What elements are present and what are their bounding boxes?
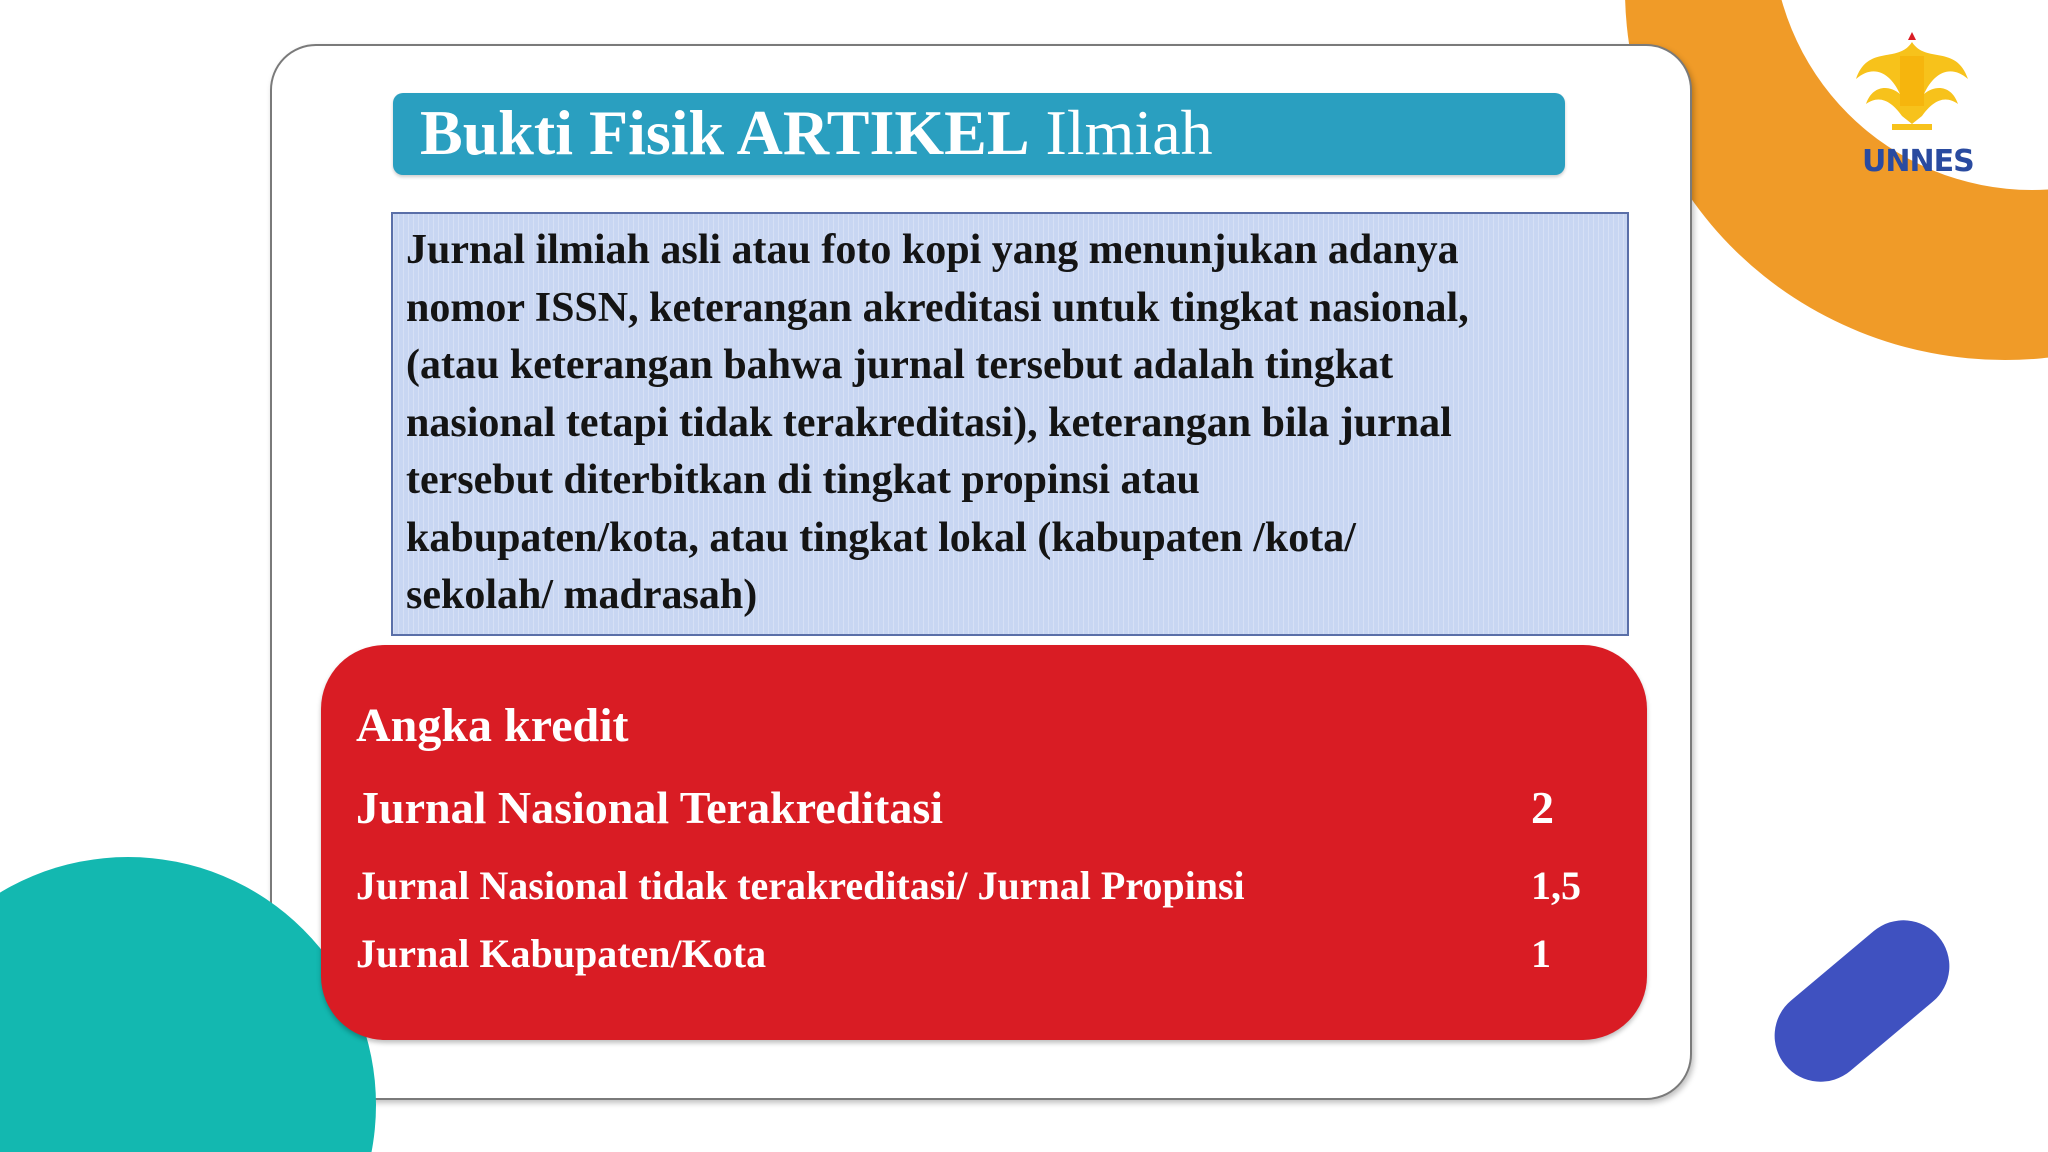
slide-title bbox=[420, 92, 1213, 174]
blue-pill-decoration bbox=[1756, 901, 1968, 1100]
credit-row-value: 1 bbox=[1531, 931, 1551, 976]
logo-wordmark: UNNES bbox=[1862, 144, 1974, 179]
credit-row-label: Jurnal Nasional Terakreditasi bbox=[356, 782, 944, 833]
description-text: Jurnal ilmiah asli atau foto kopi yang menunjukan adanya nomor ISSN, keterangan akreditasi untuk tingkat nasional, (atau keterangan bahwa jurnal tersebut adalah tingkat nasional tetapi tidak terakreditasi), keterangan bila jurnal tersebut diterbitkan di tingkat propinsi atau kabupaten/kota, atau tingkat lokal (kabupaten /kota/ sekolah/ madrasah) bbox=[406, 227, 1469, 618]
title-bold: Bukti Fisik ARTIKEL bbox=[420, 97, 1030, 168]
credit-heading: Angka kredit bbox=[356, 699, 629, 752]
credit-row-label: Jurnal Nasional tidak terakreditasi/ Jurnal Propinsi bbox=[356, 863, 1245, 908]
credit-row-value: 2 bbox=[1531, 782, 1554, 833]
credit-row-value: 1,5 bbox=[1531, 863, 1581, 908]
credit-row-label: Jurnal Kabupaten/Kota bbox=[356, 931, 767, 976]
title-normal: Ilmiah bbox=[1045, 97, 1213, 168]
